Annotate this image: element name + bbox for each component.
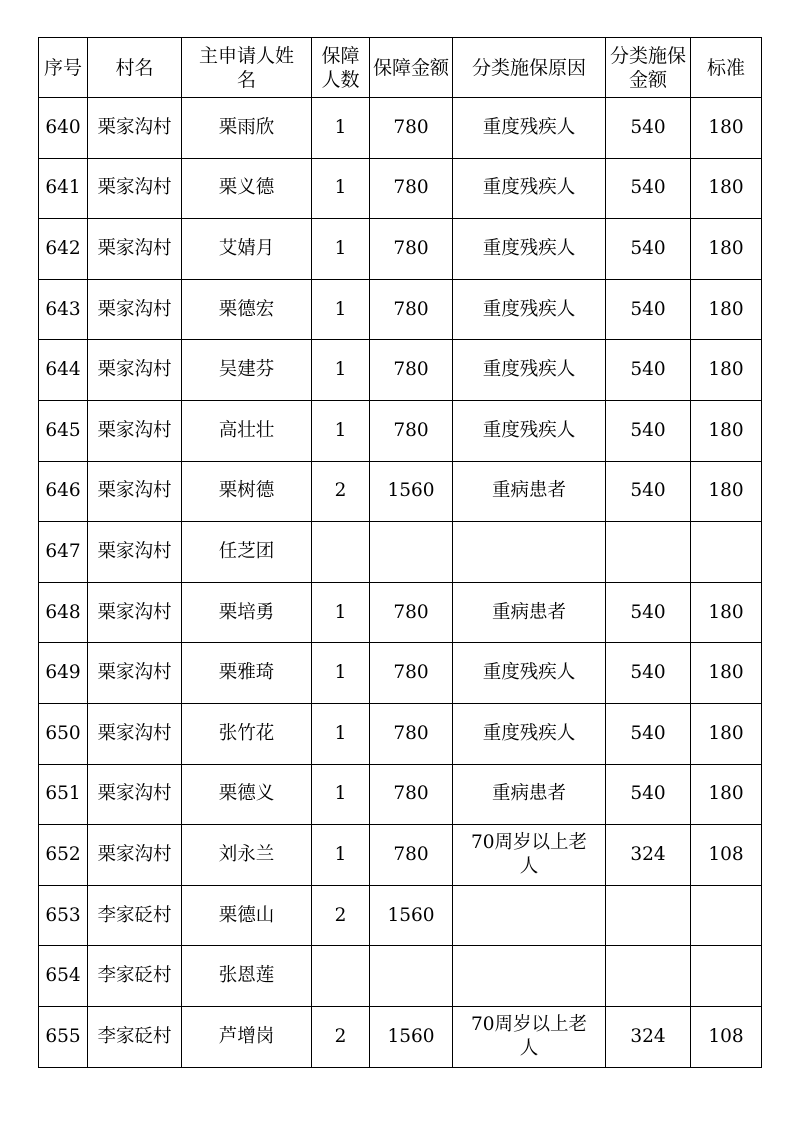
cell-village: 李家砭村	[88, 885, 182, 946]
header-count: 保障人数	[312, 38, 370, 98]
cell-amount: 780	[370, 340, 453, 401]
cell-applicant: 艾婧月	[182, 219, 312, 280]
cell-seq: 642	[39, 219, 88, 280]
cell-village: 栗家沟村	[88, 400, 182, 461]
cell-amount: 780	[370, 158, 453, 219]
cell-standard: 180	[691, 703, 762, 764]
cell-class-amount	[606, 522, 691, 583]
cell-class-amount: 540	[606, 98, 691, 159]
cell-reason	[453, 946, 606, 1007]
cell-seq: 648	[39, 582, 88, 643]
cell-village: 栗家沟村	[88, 522, 182, 583]
cell-standard: 180	[691, 340, 762, 401]
cell-count: 1	[312, 643, 370, 704]
cell-seq: 651	[39, 764, 88, 825]
cell-reason: 重度残疾人	[453, 400, 606, 461]
cell-reason: 重度残疾人	[453, 219, 606, 280]
cell-reason: 重度残疾人	[453, 340, 606, 401]
cell-reason: 重病患者	[453, 582, 606, 643]
cell-amount: 780	[370, 703, 453, 764]
cell-count: 1	[312, 825, 370, 886]
cell-reason: 重病患者	[453, 461, 606, 522]
cell-applicant: 栗义德	[182, 158, 312, 219]
cell-standard: 180	[691, 158, 762, 219]
cell-applicant: 栗树德	[182, 461, 312, 522]
header-standard: 标准	[691, 38, 762, 98]
cell-seq: 652	[39, 825, 88, 886]
cell-amount	[370, 946, 453, 1007]
cell-seq: 643	[39, 279, 88, 340]
header-row	[39, 38, 762, 98]
cell-class-amount: 540	[606, 158, 691, 219]
cell-reason: 重病患者	[453, 764, 606, 825]
cell-reason: 重度残疾人	[453, 703, 606, 764]
cell-standard: 180	[691, 764, 762, 825]
cell-seq: 655	[39, 1006, 88, 1067]
cell-class-amount: 540	[606, 764, 691, 825]
header-class-amount: 分类施保金额	[606, 38, 691, 98]
cell-village: 栗家沟村	[88, 825, 182, 886]
cell-applicant: 张恩莲	[182, 946, 312, 1007]
cell-amount: 780	[370, 279, 453, 340]
cell-amount: 780	[370, 825, 453, 886]
cell-village: 李家砭村	[88, 1006, 182, 1067]
cell-class-amount: 540	[606, 643, 691, 704]
cell-count: 1	[312, 703, 370, 764]
cell-reason: 重度残疾人	[453, 158, 606, 219]
cell-seq: 647	[39, 522, 88, 583]
cell-village: 栗家沟村	[88, 582, 182, 643]
cell-seq: 644	[39, 340, 88, 401]
cell-count: 1	[312, 340, 370, 401]
cell-count: 1	[312, 158, 370, 219]
cell-class-amount: 540	[606, 340, 691, 401]
cell-standard: 180	[691, 461, 762, 522]
cell-seq: 654	[39, 946, 88, 1007]
header-seq: 序号	[39, 38, 88, 98]
cell-class-amount: 324	[606, 825, 691, 886]
cell-standard: 108	[691, 1006, 762, 1067]
cell-count: 1	[312, 764, 370, 825]
table-row	[39, 1006, 762, 1067]
cell-amount: 780	[370, 643, 453, 704]
cell-standard: 180	[691, 219, 762, 280]
cell-count: 2	[312, 461, 370, 522]
table-row	[39, 703, 762, 764]
cell-class-amount: 540	[606, 279, 691, 340]
table-row	[39, 582, 762, 643]
cell-applicant: 张竹花	[182, 703, 312, 764]
cell-class-amount	[606, 885, 691, 946]
cell-standard: 108	[691, 825, 762, 886]
cell-count: 2	[312, 1006, 370, 1067]
cell-applicant: 吴建芬	[182, 340, 312, 401]
cell-standard: 180	[691, 643, 762, 704]
cell-seq: 649	[39, 643, 88, 704]
cell-count	[312, 522, 370, 583]
table-row	[39, 885, 762, 946]
cell-applicant: 栗雨欣	[182, 98, 312, 159]
table-row	[39, 98, 762, 159]
cell-village: 栗家沟村	[88, 98, 182, 159]
cell-count: 1	[312, 582, 370, 643]
cell-standard	[691, 522, 762, 583]
cell-standard: 180	[691, 582, 762, 643]
cell-reason	[453, 522, 606, 583]
table-row	[39, 219, 762, 280]
cell-village: 栗家沟村	[88, 461, 182, 522]
cell-applicant: 栗雅琦	[182, 643, 312, 704]
cell-reason	[453, 885, 606, 946]
cell-village: 栗家沟村	[88, 764, 182, 825]
cell-village: 栗家沟村	[88, 158, 182, 219]
cell-village: 栗家沟村	[88, 279, 182, 340]
cell-applicant: 栗德宏	[182, 279, 312, 340]
cell-reason: 重度残疾人	[453, 279, 606, 340]
cell-amount: 780	[370, 219, 453, 280]
cell-seq: 646	[39, 461, 88, 522]
table-body	[39, 98, 762, 1068]
cell-amount: 780	[370, 582, 453, 643]
table-row	[39, 643, 762, 704]
cell-count: 1	[312, 219, 370, 280]
cell-count	[312, 946, 370, 1007]
cell-standard: 180	[691, 98, 762, 159]
cell-reason: 重度残疾人	[453, 643, 606, 704]
table-row	[39, 825, 762, 886]
cell-reason: 70周岁以上老人	[453, 825, 606, 886]
cell-seq: 641	[39, 158, 88, 219]
header-reason: 分类施保原因	[453, 38, 606, 98]
cell-seq: 650	[39, 703, 88, 764]
cell-class-amount: 540	[606, 461, 691, 522]
cell-applicant: 栗德义	[182, 764, 312, 825]
cell-reason: 重度残疾人	[453, 98, 606, 159]
cell-applicant: 任芝团	[182, 522, 312, 583]
cell-amount: 1560	[370, 885, 453, 946]
cell-amount: 780	[370, 98, 453, 159]
cell-class-amount: 540	[606, 703, 691, 764]
cell-amount: 780	[370, 400, 453, 461]
cell-village: 李家砭村	[88, 946, 182, 1007]
cell-applicant: 刘永兰	[182, 825, 312, 886]
cell-class-amount	[606, 946, 691, 1007]
table-row	[39, 946, 762, 1007]
cell-class-amount: 324	[606, 1006, 691, 1067]
cell-applicant: 芦增岗	[182, 1006, 312, 1067]
cell-seq: 645	[39, 400, 88, 461]
assistance-table	[38, 37, 762, 1068]
cell-village: 栗家沟村	[88, 703, 182, 764]
table-row	[39, 158, 762, 219]
cell-reason: 70周岁以上老人	[453, 1006, 606, 1067]
table-row	[39, 764, 762, 825]
cell-standard	[691, 885, 762, 946]
cell-count: 1	[312, 279, 370, 340]
table-row	[39, 522, 762, 583]
cell-village: 栗家沟村	[88, 340, 182, 401]
cell-seq: 653	[39, 885, 88, 946]
table-row	[39, 340, 762, 401]
cell-seq: 640	[39, 98, 88, 159]
table-row	[39, 279, 762, 340]
cell-standard: 180	[691, 279, 762, 340]
cell-amount	[370, 522, 453, 583]
table-row	[39, 400, 762, 461]
cell-count: 2	[312, 885, 370, 946]
cell-count: 1	[312, 400, 370, 461]
cell-village: 栗家沟村	[88, 219, 182, 280]
cell-standard: 180	[691, 400, 762, 461]
cell-amount: 780	[370, 764, 453, 825]
cell-class-amount: 540	[606, 582, 691, 643]
cell-applicant: 栗德山	[182, 885, 312, 946]
cell-amount: 1560	[370, 461, 453, 522]
cell-count: 1	[312, 98, 370, 159]
header-village: 村名	[88, 38, 182, 98]
cell-class-amount: 540	[606, 400, 691, 461]
cell-applicant: 栗培勇	[182, 582, 312, 643]
header-amount: 保障金额	[370, 38, 453, 98]
cell-applicant: 高壮壮	[182, 400, 312, 461]
cell-amount: 1560	[370, 1006, 453, 1067]
header-applicant: 主申请人姓名	[182, 38, 312, 98]
cell-village: 栗家沟村	[88, 643, 182, 704]
cell-class-amount: 540	[606, 219, 691, 280]
table-row	[39, 461, 762, 522]
cell-standard	[691, 946, 762, 1007]
